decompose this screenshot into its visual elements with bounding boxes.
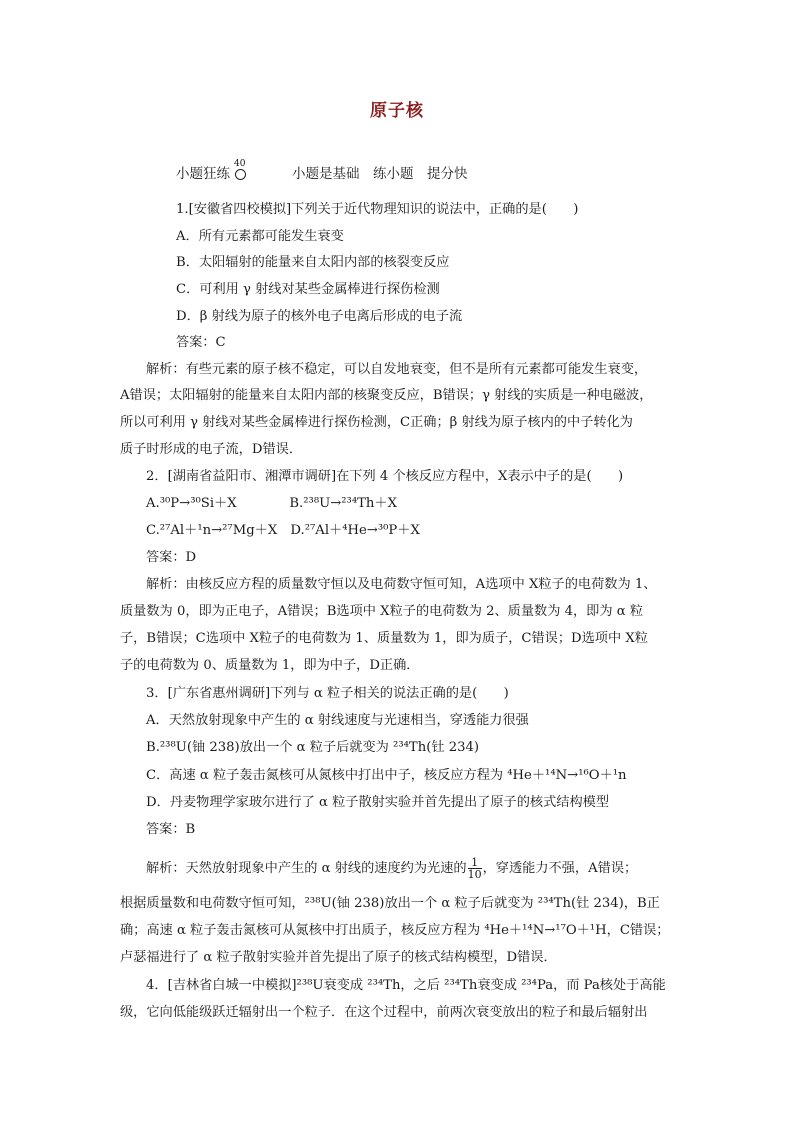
q2-options-cd: C.²⁷Al＋¹n→²⁷Mg＋X D.²⁷Al＋⁴He→³⁰P＋X: [146, 523, 420, 538]
q1-explanation-1: 解析：有些元素的原子核不稳定，可以自发地衰变，但不是所有元素都可能发生衰变，: [146, 362, 648, 377]
section-tagline: 小题是基础 练小题 提分快: [292, 166, 468, 182]
fraction-one-tenth: [468, 857, 482, 880]
q2-explanation-1: 解析：由核反应方程的质量数守恒以及电荷数守恒可知，A选项中 X粒子的电荷数为 1、: [146, 577, 657, 592]
q1-option-d: D．β 射线为原子的核外电子电离后形成的电子流: [176, 309, 463, 324]
q1-explanation-2: A错误；太阳辐射的能量来自太阳内部的核聚变反应，B错误；γ 射线的实质是一种电磁波，: [120, 388, 653, 403]
section-header: [176, 159, 468, 184]
q3-option-a: A．天然放射现象中产生的 α 射线速度与光速相当，穿透能力很强: [146, 713, 529, 728]
q3-explanation-1: [146, 857, 637, 880]
q2-answer: 答案：D: [146, 550, 197, 565]
q3-option-b: B.²³⁸U(铀 238)放出一个 α 粒子后就变为 ²³⁴Th(钍 234): [146, 740, 480, 755]
q4-stem-2: 级，它向低能级跃迁辐射出一个粒子．在这个过程中，前两次衰变放出的粒子和最后辐射出: [120, 1005, 648, 1020]
q1-stem: 1.[安徽省四校模拟]下列关于近代物理知识的说法中，正确的是( ): [176, 202, 579, 217]
q2-explanation-3: 子，B错误；C选项中 X粒子的电荷数为 1、质量数为 1，即为质子，C错误；D选项中 X粒: [120, 631, 648, 646]
q3-explanation-1a: 解析：天然放射现象中产生的 α 射线的速度约为光速的: [146, 861, 467, 876]
q3-explanation-3: 确；高速 α 粒子轰击氮核可从氮核中打出质子，核反应方程为 ⁴He＋¹⁴N→¹⁷O＋¹H，C错误；: [120, 923, 670, 938]
page-title: 原子核: [370, 101, 424, 121]
q2-stem: 2．[湖南省益阳市、湘潭市调研]在下列 4 个核反应方程中，X表示中子的是( ): [146, 469, 624, 484]
section-badge: [232, 159, 254, 184]
q3-explanation-4: 卢瑟福进行了 α 粒子散射实验并首先提出了原子的核式结构模型，D错误．: [120, 950, 557, 965]
q3-option-c: C．高速 α 粒子轰击氮核可从氮核中打出中子，核反应方程为 ⁴He＋¹⁴N→¹⁶O＋¹n: [146, 768, 627, 783]
q1-explanation-4: 质子时形成的电子流，D错误．: [120, 442, 303, 457]
q2-explanation-4: 子的电荷数为 0、质量数为 1，即为中子，D正确．: [120, 658, 420, 673]
badge-number: 40: [234, 159, 246, 169]
q3-explanation-1b: ，穿透能力不强，A错误；: [482, 861, 638, 876]
q1-answer: 答案：C: [176, 335, 226, 350]
fraction-numerator: 1: [468, 857, 482, 869]
q1-option-a: A．所有元素都可能发生衰变: [176, 229, 344, 244]
fraction-denominator: 10: [467, 868, 482, 881]
q1-option-c: C．可利用 γ 射线对某些金属棒进行探伤检测: [176, 282, 440, 297]
q3-option-d: D．丹麦物理学家玻尔进行了 α 粒子散射实验并首先提出了原子的核式结构模型: [146, 795, 610, 810]
q3-answer: 答案：B: [146, 822, 196, 837]
section-label: 小题狂练: [176, 166, 230, 182]
q2-explanation-2: 质量数为 0，即为正电子，A错误；B选项中 X粒子的电荷数为 2、质量数为 4，即为 α 粒: [120, 604, 644, 619]
q1-option-b: B．太阳辐射的能量来自太阳内部的核裂变反应: [176, 255, 450, 270]
q2-options-ab: A.³⁰P→³⁰Si＋X B.²³⁸U→²³⁴Th＋X: [146, 496, 397, 511]
q1-explanation-3: 所以可利用 γ 射线对某些金属棒进行探伤检测，C正确；β 射线为原子核内的中子转化为: [120, 415, 633, 430]
q3-stem: 3．[广东省惠州调研]下列与 α 粒子相关的说法正确的是( ): [146, 686, 509, 701]
q4-stem-1: 4．[吉林省白城一中模拟]²³⁸U衰变成 ²³⁴Th，之后 ²³⁴Th衰变成 ²³⁴Pa，而 Pa核处于高能: [146, 978, 666, 993]
q3-explanation-2: 根据质量数和电荷数守恒可知，²³⁸U(铀 238)放出一个 α 粒子后就变为 ²³⁴Th(钍 234)，B正: [120, 896, 660, 911]
